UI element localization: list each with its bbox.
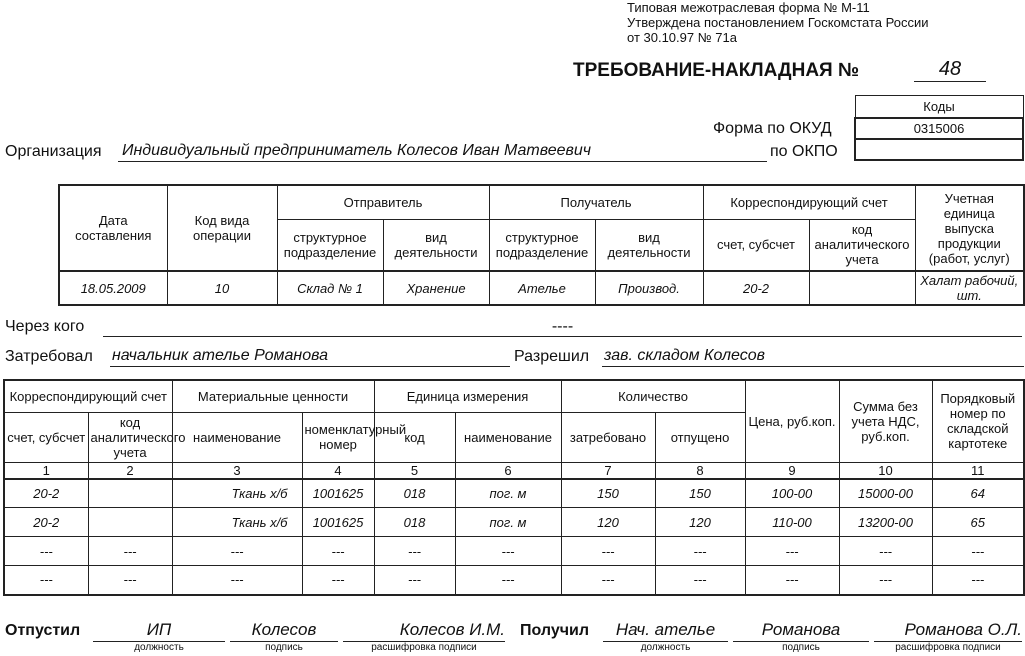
cell-order: ---: [932, 537, 1024, 566]
cell-sender-div: Склад № 1: [277, 271, 383, 305]
okpo-label: по ОКПО: [770, 143, 838, 160]
cell-analytic: ---: [88, 566, 172, 595]
received-position: Нач. ателье: [603, 620, 728, 642]
th-account: счет, субсчет: [703, 219, 809, 271]
mh-unit-name: наименование: [455, 412, 561, 462]
col-number: 7: [561, 462, 655, 479]
cell-nomen: 1001625: [302, 479, 374, 508]
cell-account: 20-2: [703, 271, 809, 305]
mh-name: наименование: [172, 412, 302, 462]
okud-label: Форма по ОКУД: [713, 120, 832, 137]
cell-sender-act: Хранение: [383, 271, 489, 305]
mh-code: код: [374, 412, 455, 462]
mh-unit: Единица измерения: [374, 380, 561, 412]
released-label: Отпустил: [5, 622, 81, 639]
cell-code: ---: [374, 566, 455, 595]
caption-signature: подпись: [782, 642, 820, 653]
th-corr: Корреспондирующий счет: [703, 185, 915, 219]
mh-released: отпущено: [655, 412, 745, 462]
received-decoded: Романова О.Л.: [874, 620, 1022, 642]
cell-unit-name: ---: [455, 566, 561, 595]
cell-unit: Халат рабочий, шт.: [915, 271, 1024, 305]
cell-order: ---: [932, 566, 1024, 595]
cell-price: 100-00: [745, 479, 839, 508]
col-number: 11: [932, 462, 1024, 479]
cell-unit-name: ---: [455, 537, 561, 566]
th-date: Дата составления: [59, 185, 167, 271]
cell-requested: ---: [561, 566, 655, 595]
caption-position: должность: [134, 642, 184, 653]
received-signature: Романова: [733, 620, 869, 642]
allowed-label: Разрешил: [514, 348, 590, 365]
cell-receiver-div: Ателье: [489, 271, 595, 305]
cell-account: 20-2: [4, 508, 88, 537]
cell-sum: ---: [839, 537, 932, 566]
table-row: [4, 537, 1024, 566]
requested-label: Затребовал: [5, 348, 93, 365]
col-number: 4: [302, 462, 374, 479]
cell-requested: ---: [561, 537, 655, 566]
cell-name: ---: [172, 537, 302, 566]
form-approval-line: Утверждена постановлением Госкомстата России: [627, 15, 929, 30]
cell-code: ---: [374, 537, 455, 566]
released-decoded: Колесов И.М.: [343, 620, 505, 642]
cell-account: 20-2: [4, 479, 88, 508]
mh-sum: Сумма без учета НДС, руб.коп.: [839, 380, 932, 462]
table-row: [4, 566, 1024, 595]
released-signature: Колесов: [230, 620, 338, 642]
mh-nomen: номенклатурный номер: [302, 412, 374, 462]
th-receiver-div: структурное подразделение: [489, 219, 595, 271]
cell-released: 120: [655, 508, 745, 537]
th-sender: Отправитель: [277, 185, 489, 219]
cell-name: Ткань х/б: [172, 508, 302, 537]
mh-corr: Корреспондирующий счет: [4, 380, 172, 412]
table-row: [4, 479, 1024, 508]
okpo-value: [855, 139, 1023, 160]
col-number: 10: [839, 462, 932, 479]
cell-receiver-act: Производ.: [595, 271, 703, 305]
cell-price: ---: [745, 537, 839, 566]
cell-nomen: 1001625: [302, 508, 374, 537]
mh-analytic: код аналитического учета: [88, 412, 172, 462]
cell-date: 18.05.2009: [59, 271, 167, 305]
cell-sum: 15000-00: [839, 479, 932, 508]
codes-label: Коды: [855, 96, 1023, 118]
col-number: 1: [4, 462, 88, 479]
cell-requested: 120: [561, 508, 655, 537]
mh-material: Материальные ценности: [172, 380, 374, 412]
received-label: Получил: [520, 622, 590, 639]
cell-code: 018: [374, 479, 455, 508]
cell-unit-name: пог. м: [455, 479, 561, 508]
okud-value: 0315006: [855, 118, 1023, 139]
caption-position: должность: [640, 642, 691, 653]
cell-released: 150: [655, 479, 745, 508]
cell-released: ---: [655, 566, 745, 595]
col-number: 2: [88, 462, 172, 479]
document-title: ТРЕБОВАНИЕ-НАКЛАДНАЯ №: [573, 60, 860, 81]
col-number: 9: [745, 462, 839, 479]
mh-order: Порядковый номер по складской картотеке: [932, 380, 1024, 462]
col-number: 3: [172, 462, 302, 479]
th-receiver: Получатель: [489, 185, 703, 219]
form-type-line: Типовая межотраслевая форма № М-11: [627, 0, 870, 15]
mh-requested: затребовано: [561, 412, 655, 462]
organization-label: Организация: [5, 143, 102, 160]
cell-unit-name: пог. м: [455, 508, 561, 537]
mh-qty: Количество: [561, 380, 745, 412]
th-sender-act: вид деятельности: [383, 219, 489, 271]
released-position: ИП: [93, 620, 225, 642]
through-label: Через кого: [5, 318, 85, 335]
cell-account: ---: [4, 566, 88, 595]
cell-nomen: ---: [302, 537, 374, 566]
cell-analytic: ---: [88, 537, 172, 566]
th-op-code: Код вида операции: [167, 185, 277, 271]
th-analytic: код аналитического учета: [809, 219, 915, 271]
cell-name: ---: [172, 566, 302, 595]
col-number: 5: [374, 462, 455, 479]
cell-analytic: [88, 479, 172, 508]
cell-released: ---: [655, 537, 745, 566]
codes-table: [854, 95, 1024, 161]
cell-sum: ---: [839, 566, 932, 595]
column-number-row: [4, 462, 1024, 479]
cell-order: 65: [932, 508, 1024, 537]
form-date-line: от 30.10.97 № 71а: [627, 30, 737, 45]
cell-sum: 13200-00: [839, 508, 932, 537]
caption-decoded: расшифровка подписи: [895, 642, 1001, 653]
organization-value: Индивидуальный предприниматель Колесов Иван Матвеевич: [118, 142, 767, 162]
th-receiver-act: вид деятельности: [595, 219, 703, 271]
cell-price: 110-00: [745, 508, 839, 537]
cell-analytic: [88, 508, 172, 537]
cell-nomen: ---: [302, 566, 374, 595]
cell-account: ---: [4, 537, 88, 566]
main-table: [3, 379, 1025, 596]
through-value: ----: [103, 318, 1022, 337]
th-sender-div: структурное подразделение: [277, 219, 383, 271]
table-row: [4, 508, 1024, 537]
mh-account: счет, субсчет: [4, 412, 88, 462]
caption-decoded: расшифровка подписи: [371, 642, 477, 653]
allowed-value: зав. складом Колесов: [602, 347, 1024, 367]
mh-price: Цена, руб.коп.: [745, 380, 839, 462]
col-number: 8: [655, 462, 745, 479]
cell-order: 64: [932, 479, 1024, 508]
top-table: [58, 184, 1025, 306]
cell-price: ---: [745, 566, 839, 595]
th-unit: Учетная единица выпуска продукции (работ, услуг): [915, 185, 1024, 271]
cell-requested: 150: [561, 479, 655, 508]
cell-op-code: 10: [167, 271, 277, 305]
cell-code: 018: [374, 508, 455, 537]
col-number: 6: [455, 462, 561, 479]
cell-analytic: [809, 271, 915, 305]
document-number: 48: [914, 58, 986, 82]
cell-name: Ткань х/б: [172, 479, 302, 508]
caption-signature: подпись: [265, 642, 303, 653]
requested-value: начальник ателье Романова: [110, 347, 510, 367]
